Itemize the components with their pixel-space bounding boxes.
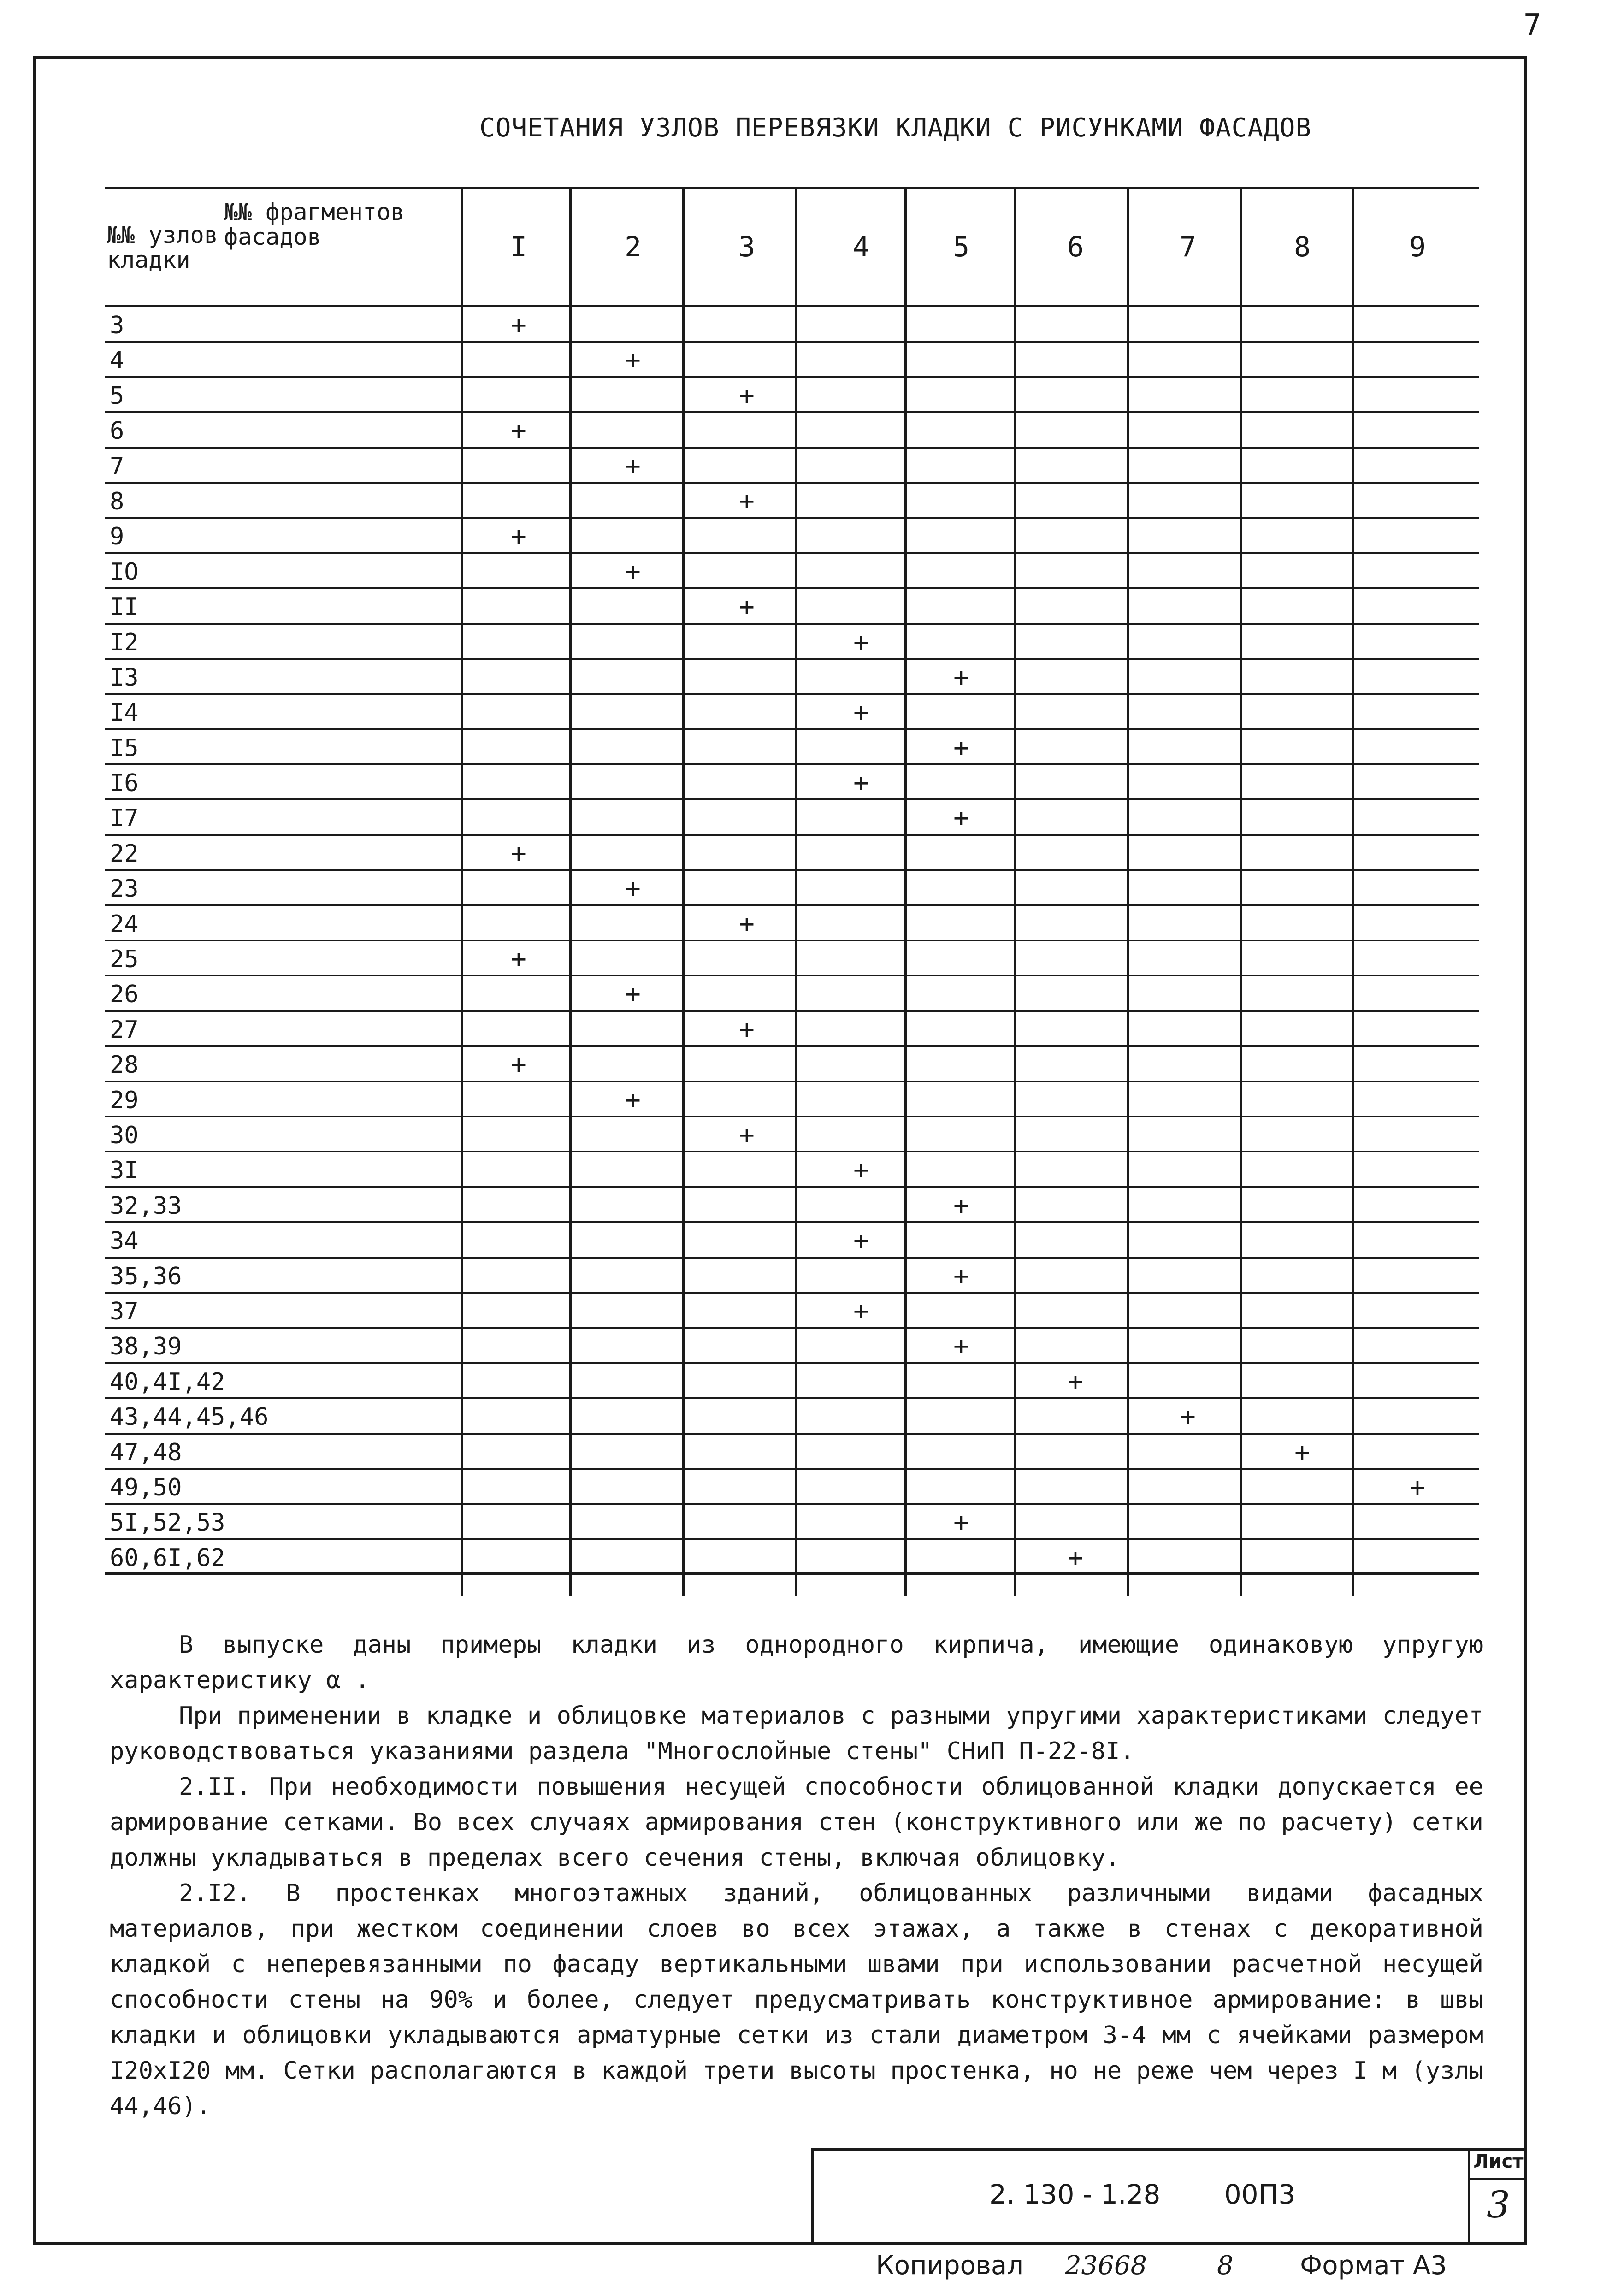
plus-mark: + [953, 733, 969, 763]
node-label: 60,6I,62 [110, 1544, 225, 1572]
sheet-box [1468, 2151, 1527, 2245]
node-label: IO [110, 558, 139, 586]
plus-mark: + [625, 979, 641, 1010]
column-header: I [510, 231, 527, 263]
node-label: 37 [110, 1297, 139, 1325]
table-row [105, 1435, 1479, 1470]
node-label: 30 [110, 1121, 139, 1149]
node-label: II [110, 593, 139, 621]
node-label: 49,50 [110, 1473, 182, 1501]
plus-mark: + [511, 838, 526, 869]
table-row [105, 976, 1479, 1011]
plus-mark: + [953, 803, 969, 833]
page-number: 7 [1524, 8, 1541, 42]
column-header: 6 [1067, 231, 1084, 263]
node-label: 24 [110, 910, 139, 938]
table-row [105, 1470, 1479, 1505]
table-row [105, 1082, 1479, 1117]
table-row [105, 1399, 1479, 1434]
plus-mark: + [625, 345, 641, 376]
copy-number: 23668 [1065, 2251, 1147, 2281]
paragraph: 2.II. При необходимости повышения несущей способности облицованной кладки допускается ее армирование сетками. Во всех случаях армирования стен (конструктивного или же по расчету) сетки должны укладываться в пределах всего сечения стены, включая облицовку. [110, 1773, 1483, 1872]
table-row [105, 765, 1479, 800]
plus-mark: + [953, 1190, 969, 1221]
column-header: 7 [1179, 231, 1197, 263]
node-label: 22 [110, 839, 139, 868]
document-code-suffix: 00П3 [1224, 2179, 1296, 2210]
plus-mark: + [953, 1261, 969, 1291]
table-row [105, 730, 1479, 765]
plus-mark: + [853, 768, 869, 798]
plus-mark: + [511, 416, 526, 446]
table-row [105, 1188, 1479, 1223]
plus-mark: + [1294, 1437, 1310, 1467]
plus-mark: + [739, 592, 755, 622]
node-label: 4 [110, 347, 124, 375]
column-header: 4 [852, 231, 870, 263]
table-row [105, 343, 1479, 378]
plus-mark: + [853, 1226, 869, 1256]
table-row [105, 695, 1479, 730]
node-label: 35,36 [110, 1262, 182, 1290]
table-row [105, 660, 1479, 695]
table-row [105, 800, 1479, 835]
node-label: I7 [110, 804, 139, 833]
node-label: 3 [110, 312, 124, 339]
plus-mark: + [739, 909, 755, 939]
page-title: СОЧЕТАНИЯ УЗЛОВ ПЕРЕВЯЗКИ КЛАДКИ С РИСУНКАМИ ФАСАДОВ [479, 113, 1312, 143]
plus-mark: + [1068, 1366, 1083, 1397]
node-label: 43,44,45,46 [110, 1403, 269, 1431]
plus-mark: + [953, 1331, 969, 1362]
plus-mark: + [625, 1085, 641, 1115]
table-row [105, 1364, 1479, 1399]
table-row [105, 589, 1479, 624]
plus-mark: + [853, 697, 869, 728]
node-label: 28 [110, 1051, 139, 1079]
copied-label: Копировал [876, 2251, 1023, 2281]
table-row [105, 1047, 1479, 1082]
table-row [105, 1152, 1479, 1188]
plus-mark: + [511, 521, 526, 552]
node-label: 5 [110, 382, 124, 410]
plus-mark: + [1410, 1472, 1425, 1502]
column-divider [1352, 187, 1354, 1596]
column-header: 8 [1293, 231, 1311, 263]
node-label: 7 [110, 452, 124, 480]
plus-mark: + [625, 451, 641, 481]
plus-mark: + [853, 627, 869, 657]
title-block [811, 2148, 1527, 2245]
table-row [105, 625, 1479, 660]
node-label: I6 [110, 769, 139, 798]
plus-mark: + [511, 944, 526, 975]
plus-mark: + [739, 1014, 755, 1045]
table-row [105, 906, 1479, 941]
node-label: I5 [110, 734, 139, 762]
plus-mark: + [953, 1507, 969, 1538]
table-row [105, 449, 1479, 484]
plus-mark: + [1068, 1542, 1083, 1573]
node-label: 27 [110, 1016, 139, 1044]
column-divider [1127, 187, 1129, 1596]
plus-mark: + [739, 1120, 755, 1150]
table-row [105, 1294, 1479, 1329]
header-nodes-label: №№ узлов кладки [107, 222, 218, 273]
node-label: 32,33 [110, 1192, 182, 1220]
column-divider [904, 187, 907, 1596]
plus-mark: + [1180, 1402, 1196, 1432]
table-body [105, 307, 1479, 1575]
table-row [105, 307, 1479, 343]
column-divider [569, 187, 572, 1596]
document-code [989, 2179, 1295, 2210]
node-label: 8 [110, 487, 124, 515]
table-row [105, 1329, 1479, 1364]
node-label: 38,39 [110, 1333, 182, 1361]
sheet-number: 3 [1487, 2183, 1510, 2226]
table-row [105, 554, 1479, 589]
node-label: 47,48 [110, 1438, 182, 1466]
table-row [105, 1505, 1479, 1540]
node-label: 40,4I,42 [110, 1368, 225, 1396]
table-header [105, 187, 1479, 307]
plus-mark: + [853, 1296, 869, 1326]
paragraph: 2.I2. В простенках многоэтажных зданий, облицованных различными видами фасадных материалов, при жестком соединении слоев во всех этажах, а также в стенах с декоративной кладкой с неперевязанными по фасаду вертикальными швами при использовании расчетной несущей способности стены на 90% и более, следует предусматривать конструктивное армирование: в швы кладки и облицовки укладываются арматурные сетки из стали диаметром 3-4 мм с ячейками размером I20хI20 мм. Сетки располагаются в каждой трети высоты простенка, но не реже чем через I м (узлы 44,46). [110, 1879, 1483, 2120]
column-divider [795, 187, 797, 1596]
node-label: 5I,52,53 [110, 1509, 225, 1537]
node-label: I3 [110, 663, 139, 691]
sheet-label: Лист [1470, 2151, 1527, 2180]
table-row [105, 836, 1479, 871]
copy-digit: 8 [1217, 2251, 1234, 2281]
table-row [105, 871, 1479, 906]
plus-mark: + [625, 874, 641, 904]
plus-mark: + [625, 556, 641, 587]
node-label: 6 [110, 417, 124, 445]
column-divider [682, 187, 685, 1596]
table-row [105, 484, 1479, 519]
paragraph: В выпуске даны примеры кладки из однородного кирпича, имеющие одинаковую упругую характеристику α . [110, 1631, 1483, 1694]
node-label: 34 [110, 1227, 139, 1255]
column-divider [461, 187, 463, 1596]
table-row [105, 1540, 1479, 1575]
table-row [105, 1259, 1479, 1294]
node-label: 9 [110, 523, 124, 551]
table-row [105, 378, 1479, 413]
table-row [105, 1012, 1479, 1047]
plus-mark: + [511, 310, 526, 340]
table-row [105, 941, 1479, 976]
column-divider [1240, 187, 1242, 1596]
node-label: I4 [110, 699, 139, 727]
node-label: I2 [110, 628, 139, 656]
node-label: 26 [110, 981, 139, 1009]
column-header: 3 [738, 231, 756, 263]
column-header: 5 [952, 231, 970, 263]
column-header: 9 [1409, 231, 1426, 263]
plus-mark: + [739, 380, 755, 411]
format-label: Формат А3 [1300, 2251, 1447, 2281]
plus-mark: + [739, 486, 755, 516]
node-label: 23 [110, 875, 139, 903]
document-code-main: 2. 130 - 1.28 [989, 2179, 1161, 2210]
plus-mark: + [511, 1050, 526, 1080]
table-row [105, 1223, 1479, 1258]
column-divider [1014, 187, 1016, 1596]
paragraph: При применении в кладке и облицовке материалов с разными упругими характеристиками следует руководствоваться указаниями раздела "Многослойные стены" СНиП П-22-8I. [110, 1702, 1483, 1765]
plus-mark: + [953, 662, 969, 692]
column-header: 2 [624, 231, 642, 263]
plus-mark: + [853, 1155, 869, 1186]
node-label: 29 [110, 1086, 139, 1114]
table-row [105, 413, 1479, 448]
nodes-table [105, 187, 1479, 1575]
node-label: 3I [110, 1157, 139, 1185]
node-label: 25 [110, 946, 139, 974]
table-row [105, 519, 1479, 554]
body-text [110, 1627, 1483, 2124]
table-row [105, 1117, 1479, 1152]
header-fragments-label: №№ фрагментов фасадов [224, 199, 405, 250]
